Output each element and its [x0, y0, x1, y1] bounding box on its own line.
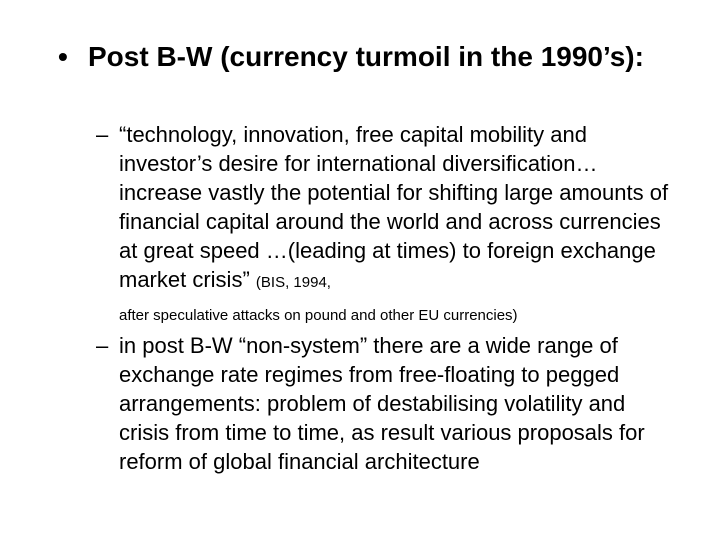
sub-bullet-marker: – [96, 122, 109, 147]
sub-bullet-non-system [96, 331, 676, 476]
sub-bullet-bis-quote [96, 120, 676, 326]
bis-quote-text: “technology, innovation, free capital mobility and investor’s desire for international diversification… increase vastly the potential for shifting large amounts of financial capital around the world and across currencies at great speed …(leading at times) to foreign exchange market crisis” [119, 122, 669, 292]
heading-text: Post B-W (currency turmoil in the 1990’s): [88, 41, 644, 72]
sub-bullet-marker: – [96, 333, 109, 358]
sub-bullet-body [119, 120, 676, 326]
non-system-text: in post B-W “non-system” there are a wide range of exchange rate regimes from free-floating to pegged arrangements: problem of destabilising volatility and crisis from time to time, as result various proposals for reform of global financial architecture [119, 333, 645, 474]
main-bullet [58, 37, 668, 77]
citation-start: (BIS, 1994, [255, 274, 331, 291]
citation-end: after speculative attacks on pound and other EU currencies) [119, 307, 518, 324]
bullet-marker: • [58, 41, 68, 72]
